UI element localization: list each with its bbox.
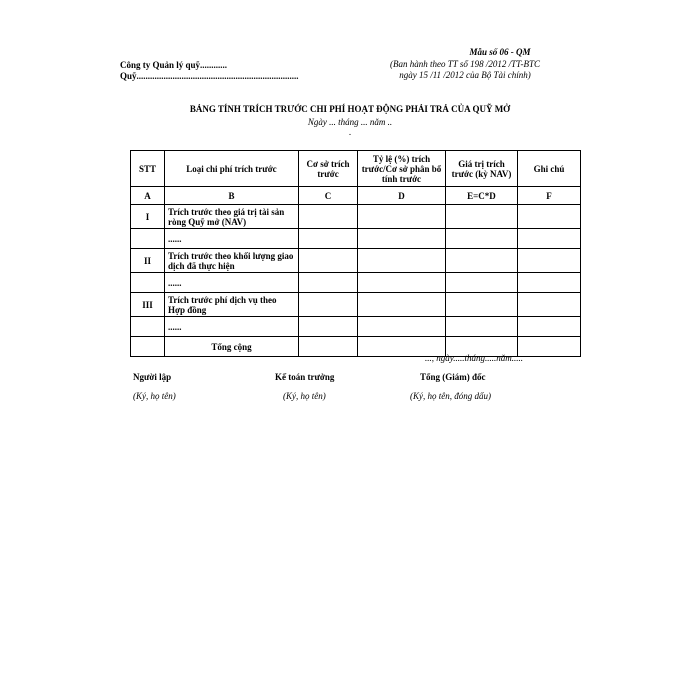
fund-line: Quỹ........................................................................ bbox=[120, 71, 299, 81]
total-stt bbox=[131, 337, 165, 357]
code-f: F bbox=[518, 187, 581, 205]
signer-creator-role: Người lập bbox=[133, 372, 172, 382]
row-desc: ...... bbox=[165, 229, 299, 249]
table-row bbox=[131, 273, 581, 293]
row-stt: II bbox=[131, 249, 165, 273]
cell-note bbox=[518, 317, 581, 337]
cell-note bbox=[518, 273, 581, 293]
code-d: D bbox=[358, 187, 446, 205]
row-stt: I bbox=[131, 205, 165, 229]
title-dot: . bbox=[348, 127, 352, 137]
code-e: E=C*D bbox=[446, 187, 518, 205]
row-desc: Trích trước phí dịch vụ theo Hợp đồng bbox=[165, 293, 299, 317]
header-note: Ghi chú bbox=[518, 151, 581, 187]
cell-base bbox=[299, 337, 358, 357]
row-stt: III bbox=[131, 293, 165, 317]
cell-rate bbox=[358, 205, 446, 229]
header-type: Loại chi phí trích trước bbox=[165, 151, 299, 187]
page-title: BẢNG TÍNH TRÍCH TRƯỚC CHI PHÍ HOẠT ĐỘNG PHẢI TRẢ CỦA QUỸ MỞ bbox=[189, 104, 511, 114]
table-row bbox=[131, 229, 581, 249]
signer-creator-note: (Ký, họ tên) bbox=[133, 391, 176, 401]
header-rate: Tỷ lệ (%) trích trước/Cơ sở phân bổ tính trước bbox=[358, 151, 446, 187]
cell-rate bbox=[358, 229, 446, 249]
table-row bbox=[131, 205, 581, 229]
cell-base bbox=[299, 293, 358, 317]
company-line: Công ty Quản lý quỹ............ bbox=[120, 60, 228, 70]
row-desc: Trích trước theo khối lượng giao dịch đã thực hiện bbox=[165, 249, 299, 273]
signer-director-role: Tổng (Giám) đốc bbox=[420, 372, 486, 382]
row-stt bbox=[131, 273, 165, 293]
row-desc: ...... bbox=[165, 273, 299, 293]
issued-line-2: ngày 15 /11 /2012 của Bộ Tài chính) bbox=[399, 70, 531, 80]
cell-base bbox=[299, 317, 358, 337]
table-row bbox=[131, 249, 581, 273]
signer-accountant-note: (Ký, họ tên) bbox=[283, 391, 326, 401]
row-stt bbox=[131, 317, 165, 337]
code-b: B bbox=[165, 187, 299, 205]
form-number: Mẫu số 06 - QM bbox=[469, 47, 531, 57]
cell-value bbox=[446, 317, 518, 337]
cell-note bbox=[518, 337, 581, 357]
cell-note bbox=[518, 249, 581, 273]
issued-line-1: (Ban hành theo TT số 198 /2012 /TT-BTC bbox=[390, 59, 540, 69]
total-label: Tổng cộng bbox=[165, 337, 299, 357]
code-a: A bbox=[131, 187, 165, 205]
cell-base bbox=[299, 249, 358, 273]
cell-base bbox=[299, 273, 358, 293]
cell-note bbox=[518, 205, 581, 229]
code-c: C bbox=[299, 187, 358, 205]
row-stt bbox=[131, 229, 165, 249]
cell-value bbox=[446, 293, 518, 317]
header-value: Giá trị trích trước (kỳ NAV) bbox=[446, 151, 518, 187]
cell-rate bbox=[358, 293, 446, 317]
table-header-row bbox=[131, 151, 581, 187]
footer-date-line: ..., ngày.....tháng.....năm..... bbox=[425, 353, 523, 363]
cell-rate bbox=[358, 273, 446, 293]
row-desc: Trích trước theo giá trị tài sản ròng Quỹ mở (NAV) bbox=[165, 205, 299, 229]
header-stt: STT bbox=[131, 151, 165, 187]
cell-rate bbox=[358, 249, 446, 273]
cell-base bbox=[299, 229, 358, 249]
cost-table bbox=[130, 150, 581, 357]
cell-value bbox=[446, 273, 518, 293]
row-desc: ...... bbox=[165, 317, 299, 337]
cell-value bbox=[446, 229, 518, 249]
table-row bbox=[131, 317, 581, 337]
table-code-row bbox=[131, 187, 581, 205]
header-base: Cơ sở trích trước bbox=[299, 151, 358, 187]
cell-value bbox=[446, 249, 518, 273]
table-row bbox=[131, 293, 581, 317]
cell-base bbox=[299, 205, 358, 229]
cell-value bbox=[446, 205, 518, 229]
cell-rate bbox=[358, 317, 446, 337]
title-date: Ngày ... tháng ... năm .. bbox=[307, 117, 393, 127]
cell-note bbox=[518, 229, 581, 249]
signer-accountant-role: Kế toán trưởng bbox=[275, 372, 335, 382]
signer-director-note: (Ký, họ tên, đóng dấu) bbox=[410, 391, 491, 401]
cell-note bbox=[518, 293, 581, 317]
